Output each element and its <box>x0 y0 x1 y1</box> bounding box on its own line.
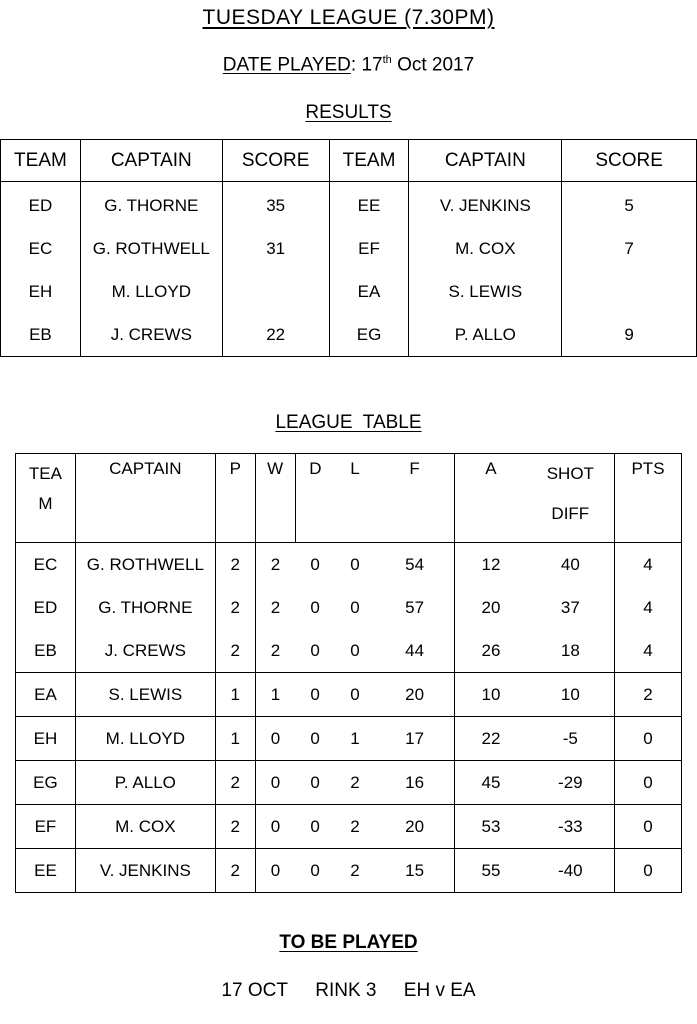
results-col-score: SCORE <box>222 140 329 182</box>
league-cell-l: 0 <box>335 629 375 673</box>
results-cell-score: 7 <box>562 227 697 270</box>
league-col-team-line2: M <box>38 494 53 513</box>
league-row <box>16 586 682 629</box>
league-cell-pts: 4 <box>615 543 682 587</box>
league-cell-d: 0 <box>295 849 335 893</box>
results-cell-score: 9 <box>562 313 697 357</box>
league-cell-captain: G. ROTHWELL <box>75 543 215 587</box>
league-cell-captain: P. ALLO <box>75 761 215 805</box>
league-cell-p: 1 <box>215 673 255 717</box>
to-be-played-heading: TO BE PLAYED <box>279 932 418 953</box>
league-cell-pts: 0 <box>615 717 682 761</box>
league-cell-pts: 0 <box>615 849 682 893</box>
league-cell-pts: 4 <box>615 586 682 629</box>
league-cell-l: 2 <box>335 849 375 893</box>
league-table <box>15 453 682 893</box>
league-cell-w: 0 <box>255 717 295 761</box>
league-col-team <box>16 454 76 543</box>
league-cell-f: 20 <box>375 805 455 849</box>
league-col-pts: PTS <box>615 454 682 543</box>
league-cell-p: 1 <box>215 717 255 761</box>
league-cell-a: 20 <box>455 586 527 629</box>
league-cell-team: EB <box>16 629 76 673</box>
league-col-a: A <box>455 454 527 543</box>
fixture-rink: RINK 3 <box>315 980 377 1001</box>
league-cell-f: 44 <box>375 629 455 673</box>
league-cell-f: 15 <box>375 849 455 893</box>
results-row <box>1 182 697 228</box>
league-cell-a: 26 <box>455 629 527 673</box>
league-cell-shot-diff: -29 <box>527 761 615 805</box>
league-cell-l: 0 <box>350 554 360 574</box>
league-cell-pts: 2 <box>615 673 682 717</box>
results-cell-captain: S. LEWIS <box>409 270 562 313</box>
league-col-shot-line2: DIFF <box>551 504 590 523</box>
results-cell-captain: G. ROTHWELL <box>80 227 222 270</box>
league-cell-d: 0 <box>295 629 335 673</box>
league-cell-captain: G. THORNE <box>75 586 215 629</box>
league-cell-w: 0 <box>255 761 295 805</box>
results-cell-score <box>222 270 329 313</box>
league-table-heading: LEAGUE TABLE <box>275 412 422 433</box>
league-col-d: D <box>295 454 335 543</box>
league-cell-p: 2 <box>215 629 255 673</box>
results-col-team: TEAM <box>329 140 409 182</box>
league-row <box>16 543 682 587</box>
league-cell-f: 17 <box>375 717 455 761</box>
league-cell-d: 0 <box>310 597 320 617</box>
league-cell-team: ED <box>16 586 76 629</box>
league-cell-p: 2 <box>215 543 255 587</box>
results-table <box>0 139 697 357</box>
league-cell-a: 10 <box>455 673 527 717</box>
league-cell-l: 2 <box>335 761 375 805</box>
results-cell-captain: V. JENKINS <box>409 182 562 228</box>
league-cell-captain: M. COX <box>75 805 215 849</box>
league-cell-d: 0 <box>295 761 335 805</box>
league-cell-a: 55 <box>455 849 527 893</box>
league-cell-shot-diff: 18 <box>527 629 615 673</box>
league-cell-shot-diff: 37 <box>527 586 615 629</box>
date-rest: Oct 2017 <box>391 54 475 76</box>
league-cell-a: 45 <box>455 761 527 805</box>
results-col-score: SCORE <box>562 140 697 182</box>
results-row <box>1 270 697 313</box>
results-cell-captain: M. LLOYD <box>80 270 222 313</box>
results-cell-score <box>562 270 697 313</box>
league-cell-w: 2 <box>255 543 295 587</box>
results-cell-team: EF <box>329 227 409 270</box>
league-row <box>16 629 682 673</box>
league-cell-team: EF <box>16 805 76 849</box>
results-col-team: TEAM <box>1 140 81 182</box>
league-cell-w: 0 <box>255 849 295 893</box>
league-cell-w: 0 <box>255 805 295 849</box>
league-col-f: F <box>375 454 455 543</box>
results-cell-team: EB <box>1 313 81 357</box>
league-cell-shot-diff: -33 <box>527 805 615 849</box>
league-cell-pts: 0 <box>615 761 682 805</box>
league-cell-a: 53 <box>455 805 527 849</box>
results-cell-score: 35 <box>222 182 329 228</box>
results-row <box>1 227 697 270</box>
league-col-team-line1: TEA <box>28 464 62 483</box>
league-cell-p: 2 <box>215 849 255 893</box>
league-cell-d: 0 <box>310 554 320 574</box>
league-cell-captain: V. JENKINS <box>75 849 215 893</box>
results-col-captain: CAPTAIN <box>409 140 562 182</box>
league-cell-w: 2 <box>255 586 295 629</box>
league-cell-w: 2 <box>255 629 295 673</box>
league-cell-d: 0 <box>295 673 335 717</box>
results-cell-team: EE <box>329 182 409 228</box>
results-cell-team: ED <box>1 182 81 228</box>
league-cell-captain: S. LEWIS <box>75 673 215 717</box>
results-cell-captain: M. COX <box>409 227 562 270</box>
league-row <box>16 805 682 849</box>
league-cell-team: EA <box>16 673 76 717</box>
date-day: 17 <box>361 54 383 76</box>
results-cell-captain: G. THORNE <box>80 182 222 228</box>
date-suffix: th <box>382 54 392 66</box>
league-cell-f: 57 <box>375 586 455 629</box>
league-cell-l: 2 <box>335 805 375 849</box>
league-cell-shot-diff: 40 <box>527 543 615 587</box>
league-cell-shot-diff: 10 <box>527 673 615 717</box>
league-cell-f: 20 <box>375 673 455 717</box>
results-cell-captain: J. CREWS <box>80 313 222 357</box>
league-cell-w: 1 <box>255 673 295 717</box>
league-cell-p: 2 <box>215 805 255 849</box>
league-row <box>16 849 682 893</box>
league-col-shot-line1: SHOT <box>546 464 594 483</box>
league-cell-p: 2 <box>215 586 255 629</box>
results-cell-team: EC <box>1 227 81 270</box>
league-cell-d: 0 <box>295 717 335 761</box>
league-cell-team: EG <box>16 761 76 805</box>
date-label: DATE PLAYED <box>222 54 351 76</box>
results-cell-captain: P. ALLO <box>409 313 562 357</box>
league-header-row <box>16 454 682 543</box>
date-played: DATE PLAYED: 17th Oct 2017 <box>222 54 475 76</box>
league-cell-a: 12 <box>455 543 527 587</box>
results-cell-score: 5 <box>562 182 697 228</box>
league-cell-l: 0 <box>350 597 360 617</box>
fixture-match: EH v EA <box>403 980 476 1001</box>
league-cell-team: EH <box>16 717 76 761</box>
league-col-w: W <box>255 454 295 543</box>
league-cell-captain: M. LLOYD <box>75 717 215 761</box>
league-row <box>16 717 682 761</box>
league-cell-captain: J. CREWS <box>75 629 215 673</box>
page-title: TUESDAY LEAGUE (7.30PM) <box>202 6 495 29</box>
league-cell-pts: 4 <box>615 629 682 673</box>
league-cell-l: 0 <box>335 673 375 717</box>
results-cell-score: 31 <box>222 227 329 270</box>
league-cell-d: 0 <box>295 805 335 849</box>
league-col-p: P <box>215 454 255 543</box>
results-cell-team: EA <box>329 270 409 313</box>
league-row <box>16 761 682 805</box>
league-cell-a: 22 <box>455 717 527 761</box>
league-col-shot-diff <box>527 454 615 543</box>
results-row <box>1 313 697 357</box>
results-cell-team: EG <box>329 313 409 357</box>
results-col-captain: CAPTAIN <box>80 140 222 182</box>
results-cell-team: EH <box>1 270 81 313</box>
league-cell-l: 1 <box>335 717 375 761</box>
fixture-date: 17 OCT <box>221 980 288 1001</box>
league-cell-shot-diff: -5 <box>527 717 615 761</box>
to-be-played-fixture <box>0 980 697 1002</box>
results-header-row <box>1 140 697 182</box>
league-cell-f: 54 <box>375 543 455 587</box>
league-cell-p: 2 <box>215 761 255 805</box>
league-col-l: L <box>335 454 375 543</box>
league-cell-shot-diff: -40 <box>527 849 615 893</box>
results-heading: RESULTS <box>305 102 392 123</box>
league-col-captain: CAPTAIN <box>75 454 215 543</box>
league-cell-team: EC <box>16 543 76 587</box>
league-cell-f: 16 <box>375 761 455 805</box>
league-row <box>16 673 682 717</box>
league-cell-pts: 0 <box>615 805 682 849</box>
results-cell-score: 22 <box>222 313 329 357</box>
league-cell-team: EE <box>16 849 76 893</box>
